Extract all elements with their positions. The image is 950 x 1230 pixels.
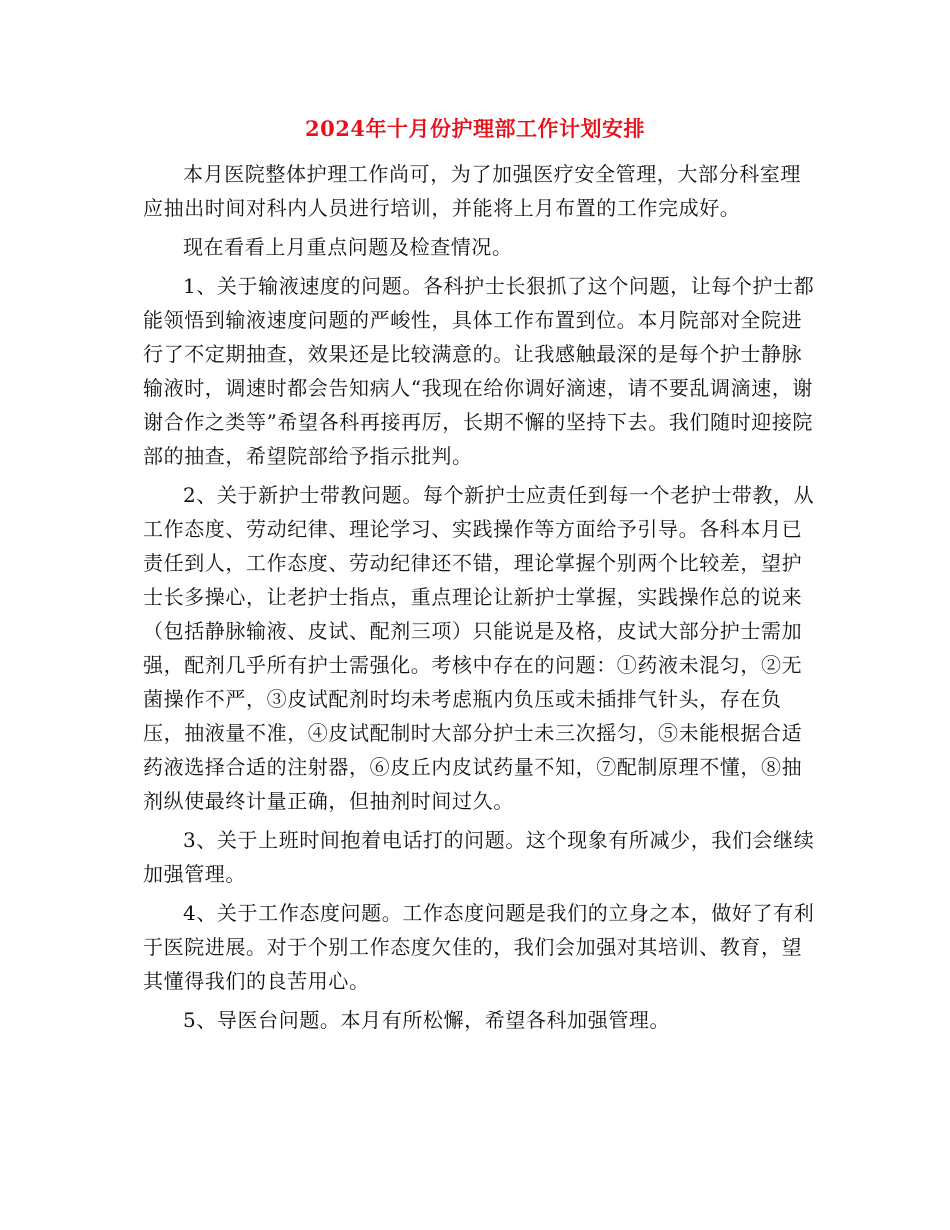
paragraph-item-2: 2、关于新护士带教问题。每个新护士应责任到每一个老护士带教，从工作态度、劳动纪律、理论学习、实践操作等方面给予引导。各科本月已责任到人，工作态度、劳动纪律还不错，理论掌握个别两个比较差，望护士长多操心，让老护士指点，重点理论让新护士掌握，实践操作总的说来（包括静脉输液、皮试、配剂三项）只能说是及格，皮试大部分护士需加强，配剂几乎所有护士需强化。考核中存在的问题：①药液未混匀，②无菌操作不严，③皮试配剂时均未考虑瓶内负压或未插排气针头，存在负压，抽液量不准，④皮试配制时大部分护士未三次摇匀，⑤未能根据合适药液选择合适的注射器，⑥皮丘内皮试药量不知，⑦配制原理不懂，⑧抽剂纵使最终计量正确，但抽剂时间过久。 xyxy=(143,483,815,813)
paragraph-intro: 本月医院整体护理工作尚可，为了加强医疗安全管理，大部分科室理应抽出时间对科内人员进行培训，并能将上月布置的工作完成好。 xyxy=(143,162,801,220)
paragraph-item-3: 3、关于上班时间抱着电话打的问题。这个现象有所减少，我们会继续加强管理。 xyxy=(143,828,815,886)
paragraph-overview: 现在看看上月重点问题及检查情况。 xyxy=(183,235,513,259)
paragraph-item-1: 1、关于输液速度的问题。各科护士长狠抓了这个问题，让每个护士都能领悟到输液速度问题的严峻性，具体工作布置到位。本月院部对全院进行了不定期抽查，效果还是比较满意的。让我感触最深的是每个护士静脉输液时，调速时都会告知病人“我现在给你调好滴速，请不要乱调滴速，谢谢合作之类等”希望各科再接再厉，长期不懈的坚持下去。我们随时迎接院部的抽查，希望院部给予指示批判。 xyxy=(143,274,815,468)
document-title: 2024年十月份护理部工作计划安排 xyxy=(305,116,645,141)
paragraph-item-4: 4、关于工作态度问题。工作态度问题是我们的立身之本，做好了有利于医院进展。对于个别工作态度欠佳的，我们会加强对其培训、教育，望其懂得我们的良苦用心。 xyxy=(143,901,815,993)
document-body xyxy=(143,157,815,1042)
paragraph-item-5: 5、导医台问题。本月有所松懈，希望各科加强管理。 xyxy=(183,1008,671,1032)
